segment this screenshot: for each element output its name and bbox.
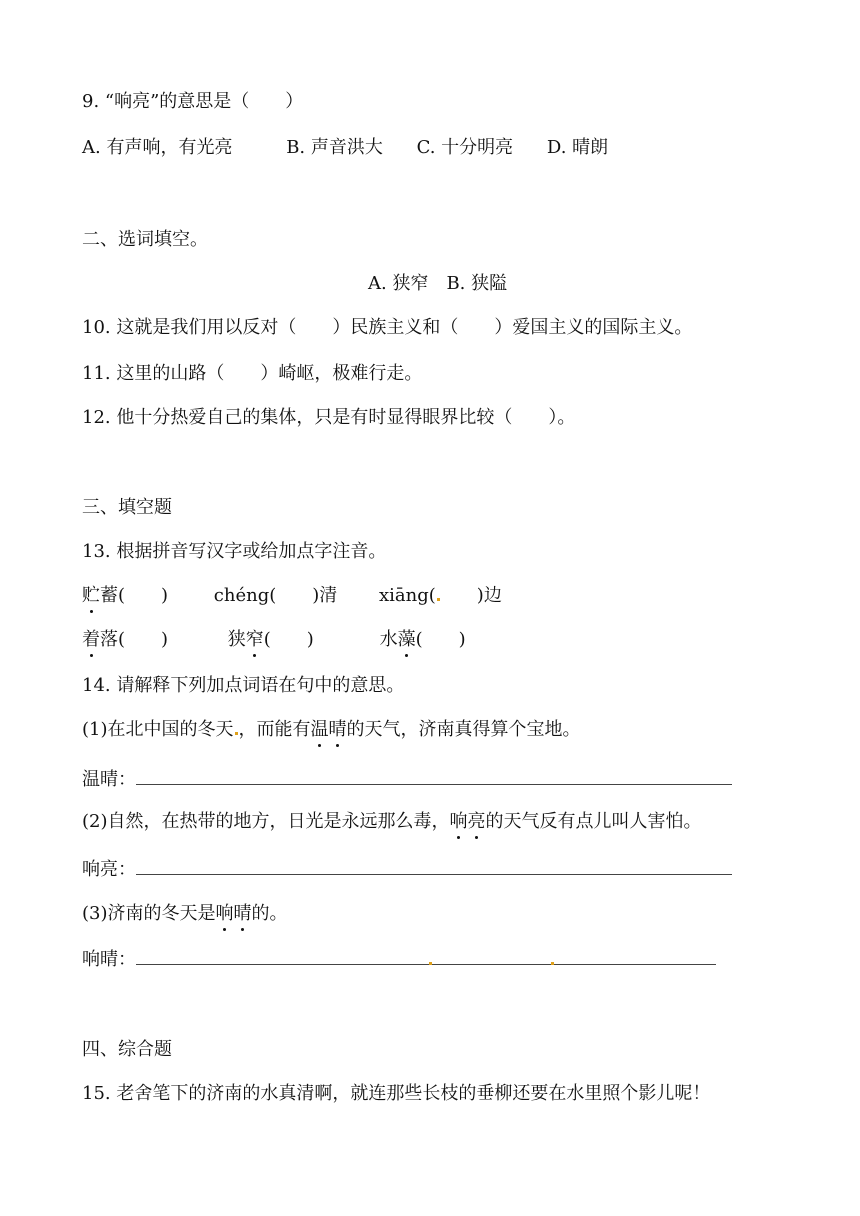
pinyin-item-e: 狭窄( ) xyxy=(227,629,314,650)
question-9-stem: 9. “响亮”的意思是（ ） xyxy=(82,91,304,112)
answer-blank[interactable] xyxy=(136,766,732,785)
orange-mark xyxy=(235,732,238,735)
pinyin-item-a: 贮蓄( ) xyxy=(82,585,169,606)
question-11: 11. 这里的山路（ ）崎岖，极难行走。 xyxy=(82,363,423,384)
dotted-char: 晴 xyxy=(233,903,252,924)
answer-label: 响晴： xyxy=(82,949,136,970)
orange-mark xyxy=(429,962,432,965)
dotted-char: 响 xyxy=(215,903,234,924)
question-14-sentence-3: (3)济南的冬天是响晴的。 xyxy=(82,903,288,924)
question-12: 12. 他十分热爱自己的集体，只是有时显得眼界比较（ ）。 xyxy=(82,407,576,428)
word-choices: A. 狭窄 B. 狭隘 xyxy=(368,273,508,294)
dotted-char: 贮 xyxy=(82,585,100,606)
answer-label: 响亮： xyxy=(82,859,136,880)
option-b: B. 声音洪大 xyxy=(286,137,383,158)
answer-line-1 xyxy=(82,766,732,792)
question-9-options xyxy=(82,136,608,160)
orange-mark xyxy=(437,598,440,601)
option-c: C. 十分明亮 xyxy=(416,137,514,158)
dotted-char: 藻 xyxy=(397,629,416,650)
dotted-char: 着 xyxy=(82,629,100,650)
pinyin-item-d: 着落( ) xyxy=(82,629,169,650)
answer-line-2 xyxy=(82,856,732,882)
answer-blank[interactable] xyxy=(136,856,732,875)
pinyin-item-f: 水藻( ) xyxy=(379,629,466,650)
dotted-char: 响 xyxy=(449,811,468,832)
question-14-sentence-2: (2)自然，在热带的地方，日光是永远那么毒，响亮的天气反有点儿叫人害怕。 xyxy=(82,811,702,832)
question-14-stem: 14. 请解释下列加点词语在句中的意思。 xyxy=(82,675,405,696)
orange-mark xyxy=(551,962,554,965)
pinyin-item-c: xiāng( )边 xyxy=(379,585,502,606)
question-13-row-2 xyxy=(82,628,466,652)
answer-blank[interactable] xyxy=(136,946,716,965)
option-a: A. 有声响，有光亮 xyxy=(82,137,233,158)
question-14-sentence-1: (1)在北中国的冬天 ，而能有温晴的天气，济南真得算个宝地。 xyxy=(82,719,581,740)
pinyin-item-b: chéng( )清 xyxy=(213,585,338,606)
question-10: 10. 这就是我们用以反对（ ）民族主义和（ ）爱国主义的国际主义。 xyxy=(82,317,693,338)
question-13-row-1 xyxy=(82,584,502,608)
section-4-title: 四、综合题 xyxy=(82,1039,172,1060)
section-2-title: 二、选词填空。 xyxy=(82,229,208,250)
dotted-char: 亮 xyxy=(467,811,486,832)
question-13-stem: 13. 根据拼音写汉字或给加点字注音。 xyxy=(82,541,387,562)
option-d: D. 晴朗 xyxy=(546,137,609,158)
dotted-char: 晴 xyxy=(328,719,347,740)
dotted-char: 窄 xyxy=(245,629,264,650)
dotted-char: 温 xyxy=(310,719,329,740)
answer-label: 温晴： xyxy=(82,769,136,790)
answer-line-3 xyxy=(82,946,716,972)
question-15: 15. 老舍笔下的济南的水真清啊，就连那些长枝的垂柳还要在水里照个影儿呢！ xyxy=(82,1083,711,1104)
section-3-title: 三、填空题 xyxy=(82,497,172,518)
